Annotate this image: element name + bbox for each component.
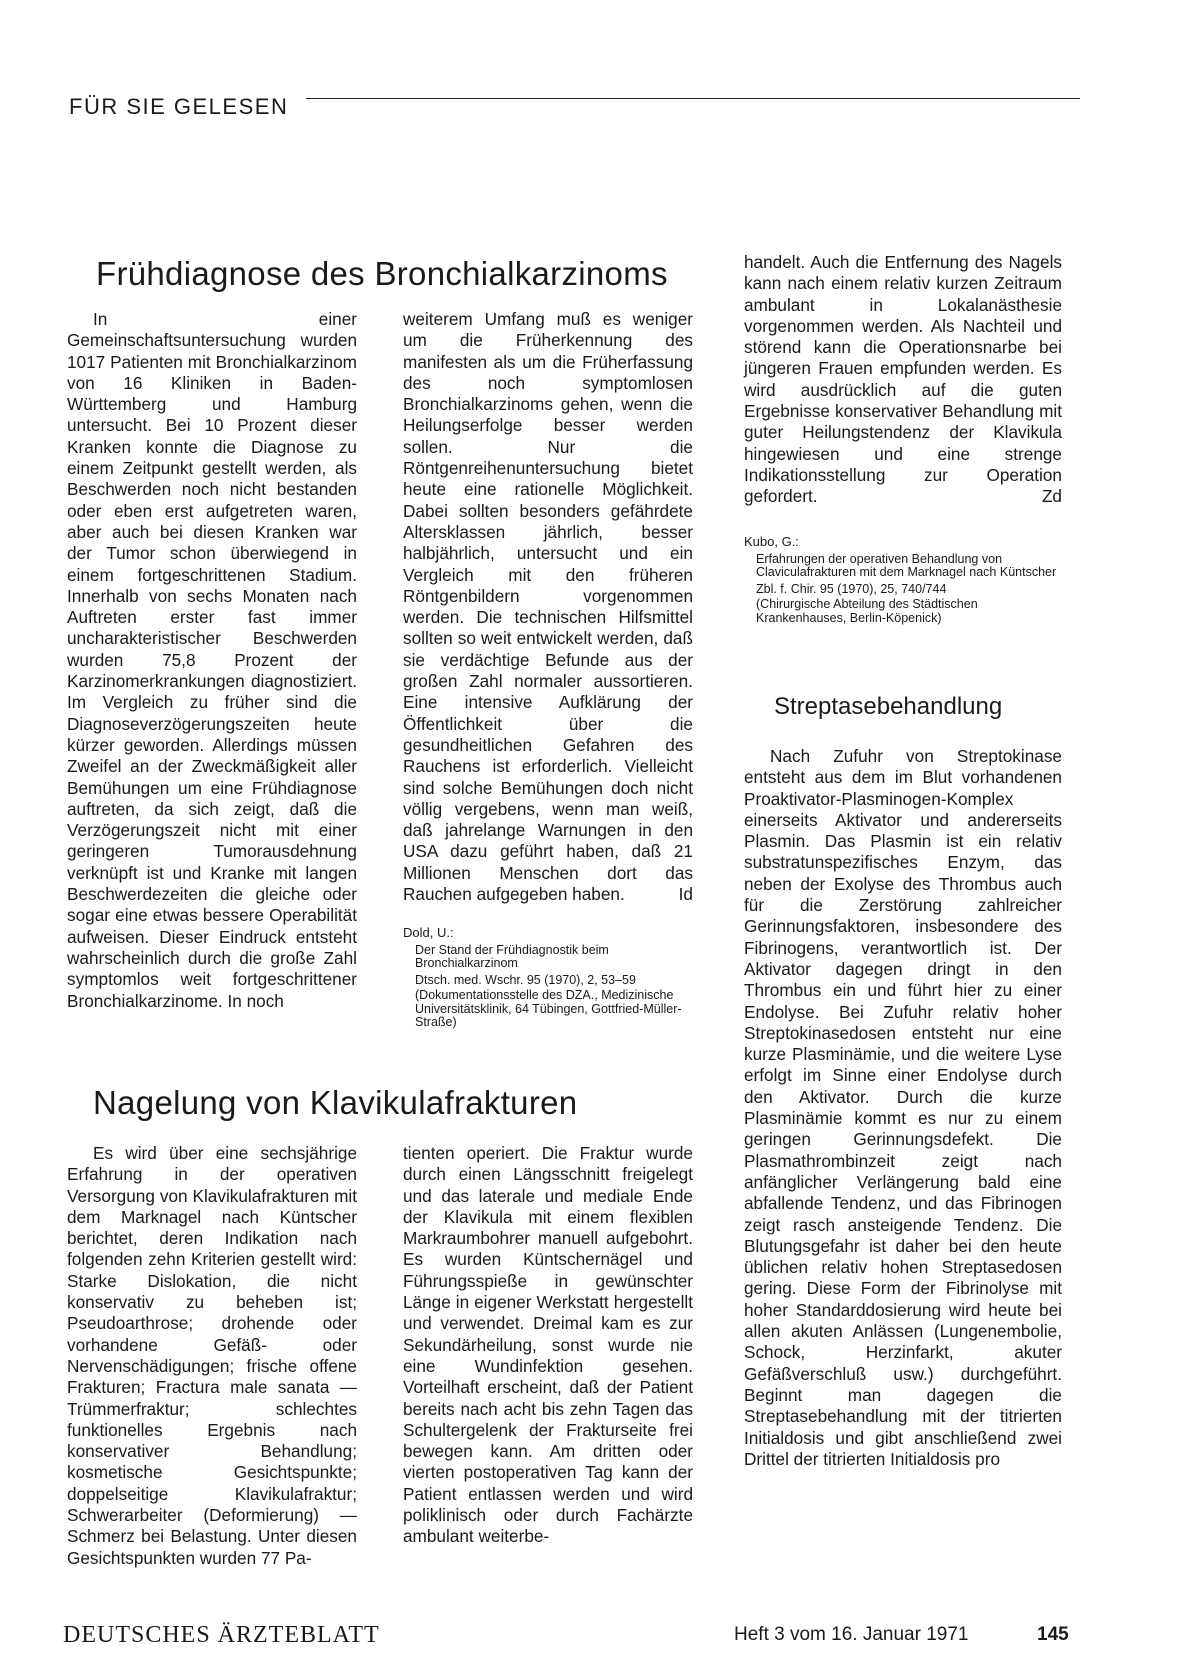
article3-title: Streptasebehandlung — [774, 693, 1003, 720]
article2-column-3 — [744, 252, 1062, 508]
article1-col1-text: In einer Gemeinschaftsuntersuchung wurden 1017 Patienten mit Bronchialkarzinom von 16 Kliniken in Baden-Württemberg und Hamburg untersucht. Bei 10 Prozent dieser Kranken konnte die Diagnose zu einem Zeitpunkt gestellt werden, als Beschwerden noch nicht bestanden oder eben erst aufgetreten waren, aber auch bei diesen Kranken war der Tumor schon überwiegend in einem fortgeschrittenen Stadium. Innerhalb von sechs Monaten nach Auftreten erster fast immer uncharakteristischer Beschwerden wurden 75,8 Prozent der Karzinomerkrankungen diagnostiziert. Im Vergleich zu früher sind die Diagnoseverzögerungszeiten heute kürzer geworden. Allerdings müssen Zweifel an der Zweckmäßigkeit aller Bemühungen um eine Frühdiagnose auftreten, da sich zeigt, daß die Verzögerungszeit nicht mit einer geringeren Tumorausdehnung verknüpft ist und Kranke mit langen Beschwerdezeiten die gleiche oder sogar eine etwas bessere Operabilität aufweisen. Dieser Eindruck entsteht wahrscheinlich durch die große Zahl symptomlos weit fortgeschrittener Bronchialkarzinome. In noch — [67, 309, 357, 1011]
footer-page-number: 145 — [1037, 1624, 1069, 1645]
article2-col3-text — [744, 252, 1062, 508]
article2-ref-address: (Chirurgische Abteilung des Städtischen Krankenhauses, Berlin-Köpenick) — [756, 597, 978, 625]
footer-issue: Heft 3 vom 16. Januar 1971 — [734, 1624, 969, 1645]
section-heading: FÜR SIE GELESEN — [69, 94, 289, 119]
article1-ref-title: Der Stand der Frühdiagnostik beim Bronchialkarzinom — [415, 942, 609, 970]
article2-column-2 — [403, 1143, 693, 1548]
article1-col2-text — [403, 309, 693, 905]
article1-ref-author: Dold, U.: — [403, 925, 454, 940]
article2-reference — [744, 535, 1062, 625]
article1-column-1 — [67, 309, 357, 1012]
article2-title: Nagelung von Klavikulafrakturen — [93, 1084, 578, 1121]
article2-column-1 — [67, 1143, 357, 1569]
article1-ref-address: (Dokumentationsstelle des DZA., Medizinische Universitätsklinik, 64 Tübingen, Gottfried-Müller-Straße) — [415, 988, 682, 1029]
header-rule — [306, 98, 1080, 99]
article2-ref-title: Erfahrungen der operativen Behandlung von Claviculafrakturen mit dem Marknagel nach Küntscher — [756, 551, 1057, 579]
footer-brand: DEUTSCHES ÄRZTEBLATT — [63, 1622, 380, 1648]
article2-col2-text: tienten operiert. Die Fraktur wurde durch einen Längsschnitt freigelegt und das laterale und mediale Ende der Klavikula mit einem flexiblen Markraumbohrer manuell aufgebohrt. Es wurden Küntschernägel und Führungsspieße in gewünschter Länge in eigener Werkstatt hergestellt und verwendet. Dreimal kam es zur Sekundärheilung, sonst wurde nie eine Wundinfektion gesehen. Vorteilhaft erscheint, daß der Patient bereits nach acht bis zehn Tagen das Schultergelenk der Frakturseite frei bewegen kann. Am dritten oder vierten postoperativen Tag kann der Patient entlassen werden und wird poliklinisch oder durch Fachärzte ambulant weiterbe- — [403, 1143, 693, 1547]
article3-column — [744, 746, 1062, 1470]
article2-ref-author: Kubo, G.: — [744, 534, 799, 549]
article1-column-2 — [403, 309, 693, 905]
article1-col2-body: weiterem Umfang muß es weniger um die Früherkennung des manifesten als um die Früherfassung des noch symptomlosen Bronchialkarzinoms gehen, wenn die Heilungserfolge besser werden sollen. Nur die Röntgenreihenuntersuchung bietet heute eine rationelle Möglichkeit. Dabei sollten besonders gefährdete Altersklassen jährlich, besser halbjährlich, untersucht und ein Vergleich mit den früheren Röntgenbildern vorgenommen werden. Die technischen Hilfsmittel sollten so weit entwickelt werden, daß sie verdächtige Befunde aus der großen Zahl normaler aussortieren. Eine intensive Aufklärung der Öffentlichkeit über die gesundheitlichen Gefahren des Rauchens ist erforderlich. Vielleicht sind solche Bemühungen doch nicht völlig vergebens, wenn man weiß, daß jahrelange Warnungen in den USA dazu geführt haben, daß 21 Millionen Menschen dort das Rauchen aufgegeben haben. — [403, 309, 693, 905]
article1-signature: Id — [678, 884, 693, 905]
article1-ref-source: Dtsch. med. Wschr. 95 (1970), 2, 53–59 — [415, 972, 636, 987]
article1-reference — [403, 926, 693, 1030]
article2-signature: Zd — [1041, 486, 1062, 507]
article2-col3-body: handelt. Auch die Entfernung des Nagels kann nach einem relativ kurzen Zeitraum ambulant in Lokalanästhesie vorgenommen werden. Als Nachteil und störend kann die Operationsnarbe bei jüngeren Frauen empfunden werden. Es wird ausdrücklich auf die guten Ergebnisse konservativer Behandlung mit guter Heilungstendenz der Klavikula hingewiesen und eine strenge Indikationsstellung zur Operation gefordert. — [744, 252, 1062, 507]
article3-body-text: Nach Zufuhr von Streptokinase entsteht aus dem im Blut vorhandenen Proaktivator-Plasminogen-Komplex einerseits Aktivator und andererseits Plasmin. Das Plasmin ist ein relativ substratunspezifisches Enzym, das neben der Exolyse des Thrombus auch für die Zerstörung zahlreicher Gerinnungsfaktoren, insbesondere des Fibrinogens, verantwortlich ist. Der Aktivator dagegen dringt in den Thrombus ein und führt hier zu einer Endolyse. Bei Zufuhr relativ hoher Streptokinasedosen entsteht nur eine kurze Plasminämie, und die weitere Lyse erfolgt im Sinne einer Endolyse durch den Aktivator. Durch die kurze Plasminämie kommt es nur zu einem geringen Gerinnungsdefekt. Die Plasmathrombinzeit zeigt nach anfänglicher Verlängerung bald eine abfallende Tendenz, und das Fibrinogen zeigt rasch ansteigende Tendenz. Die Blutungsgefahr ist daher bei den heute üblichen relativ hohen Streptasedosen gering. Diese Form der Fibrinolyse mit hoher Standarddosierung wird heute bei allen akuten Anlässen (Lungenembolie, Schock, Herzinfarkt, akuter Gefäßverschluß usw.) durchgeführt. Beginnt man dagegen die Streptasebehandlung mit der titrierten Initialdosis und gibt anschließend zwei Drittel der titrierten Initialdosis pro — [744, 746, 1062, 1469]
article2-ref-source: Zbl. f. Chir. 95 (1970), 25, 740/744 — [756, 581, 947, 596]
article2-col1-text: Es wird über eine sechsjährige Erfahrung in der operativen Versorgung von Klavikulafrakturen mit dem Marknagel nach Küntscher berichtet, deren Indikation nach folgenden zehn Kriterien gestellt wird: Starke Dislokation, die nicht konservativ zu beheben ist; Pseudoarthrose; drohende oder vorhandene Gefäß- oder Nervenschädigungen; frische offene Frakturen; Fractura male sanata — Trümmerfraktur; schlechtes funktionelles Ergebnis nach konservativer Behandlung; kosmetische Gesichtspunkte; doppelseitige Klavikulafraktur; Schwerarbeiter (Deformierung) — Schmerz bei Belastung. Unter diesen Gesichtspunkten wurden 77 Pa- — [67, 1143, 357, 1568]
article1-title: Frühdiagnose des Bronchialkarzinoms — [96, 255, 668, 292]
